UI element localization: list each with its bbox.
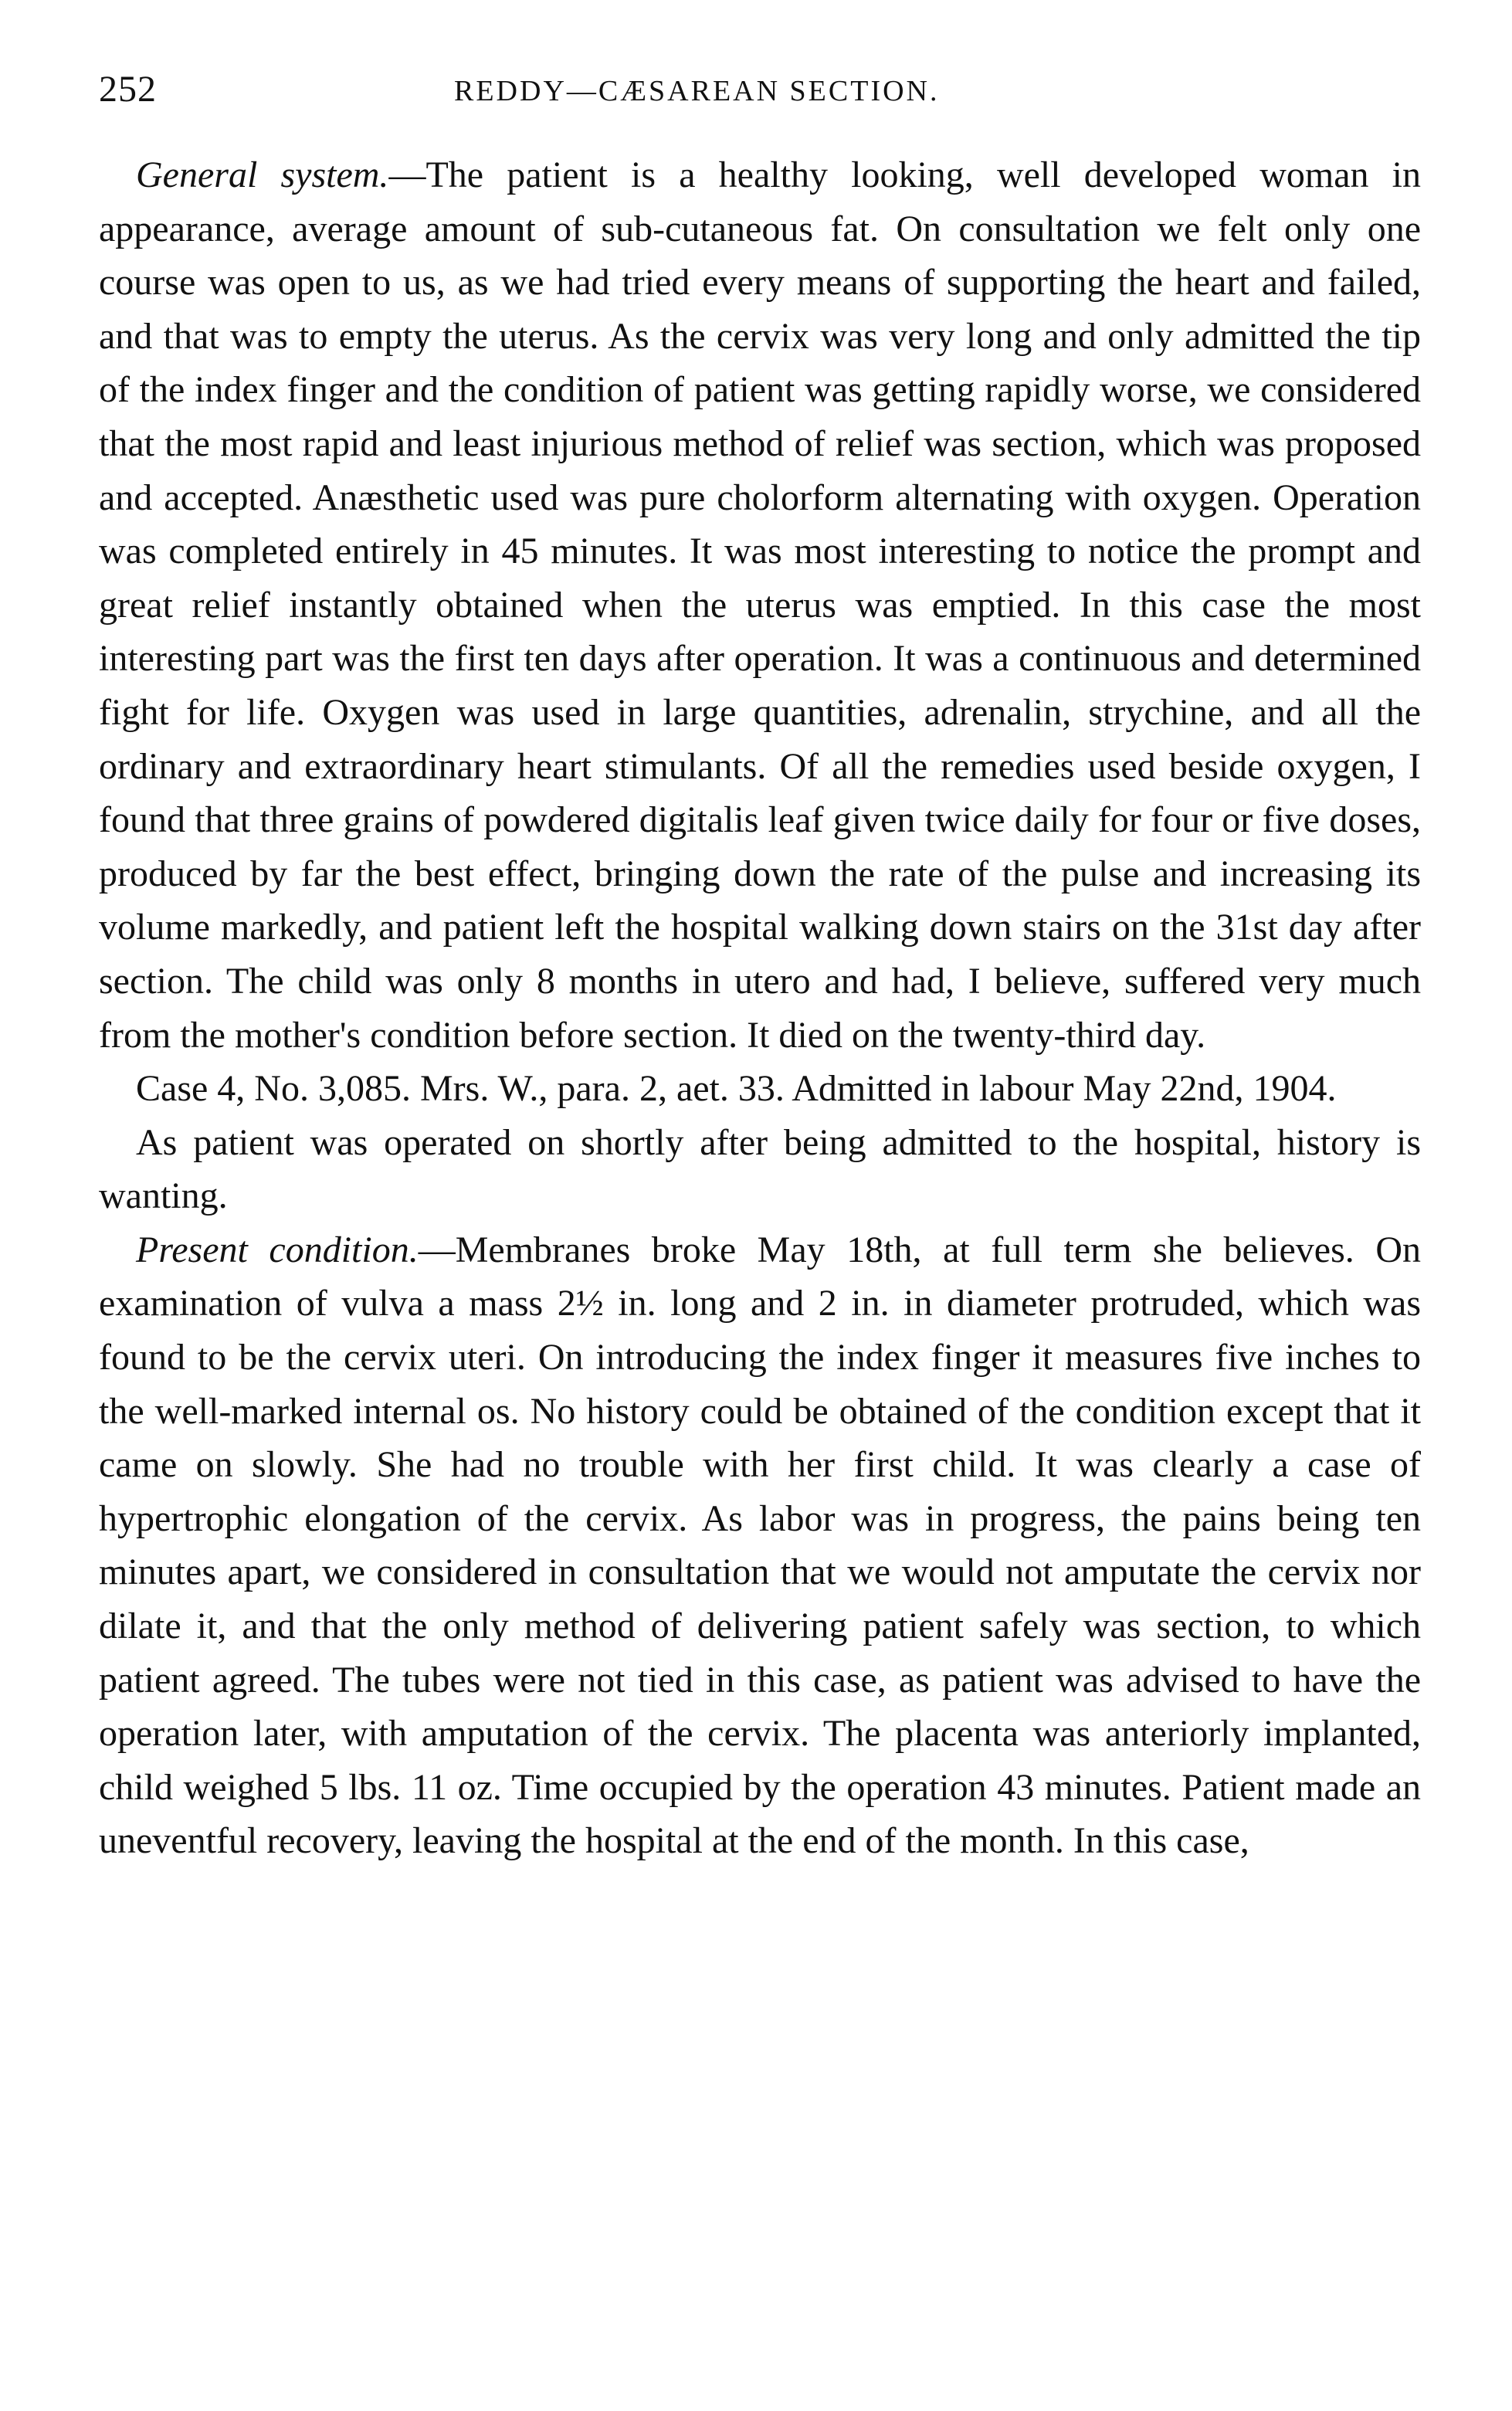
paragraph-present-condition [99,1223,1421,1868]
running-head: REDDY—CÆSAREAN SECTION. [454,75,940,107]
paragraph-text: As patient was operated on shortly after being admitted to the hospital, history is wanting. [99,1121,1421,1217]
paragraph-case-4 [99,1062,1421,1116]
paragraph-text: —The patient is a healthy looking, well developed woman in appearance, average amount of sub-cutaneous fat. On consultation we felt only one course was open to us, as we had tried every means of supporting the heart and failed, and that was to empty the uterus. As the cervix was very long and only admitted the tip of the index finger and the condition of patient was getting rapidly worse, we considered that the most rapid and least injurious method of relief was section, which was proposed and accepted. Anæsthetic used was pure cholorform alternating with oxygen. Operation was completed entirely in 45 minutes. It was most interesting to notice the prompt and great relief instantly obtained when the uterus was emptied. In this case the most interesting part was the first ten days after operation. It was a continuous and determined fight for life. Oxygen was used in large quantities, adrenalin, strychine, and all the ordinary and extraordinary heart stimulants. Of all the remedies used beside oxygen, I found that three grains of powdered digitalis leaf given twice daily for four or five doses, produced by far the best effect, bringing down the rate of the pulse and increasing its volume markedly, and patient left the hospital walking down stairs on the 31st day after section. The child was only 8 months in utero and had, I believe, suffered very much from the mother's condition before section. It died on the twenty-third day. [99,154,1422,1056]
page-number: 252 [99,69,157,110]
paragraph-text: —Membranes broke May 18th, at full term she believes. On examination of vulva a mass 2½ in. long and 2 in. in diameter protruded, which was found to be the cervix uteri. On introducing the index finger it measures five inches to the well-marked internal os. No history could be obtained of the condition except that it came on slowly. She had no trouble with her first child. It was clearly a case of hypertrophic elongation of the cervix. As labor was in progress, the pains being ten minutes apart, we considered in consultation that we would not amputate the cervix nor dilate it, and that the only method of delivering patient safely was section, to which patient agreed. The tubes were not tied in this case, as patient was advised to have the operation later, with amputation of the cervix. The placenta was anteriorly implanted, child weighed 5 lbs. 11 oz. Time occupied by the operation 43 minutes. Patient made an uneventful recovery, leaving the hospital at the end of the month. In this case, [99,1229,1421,1862]
document-page [99,0,1421,2411]
paragraph-lead: General system. [136,154,389,195]
body-text [99,148,1421,1868]
page-header [99,68,1421,122]
paragraph-history [99,1116,1421,1223]
paragraph-general-system [99,148,1421,1062]
paragraph-lead: Present condition. [136,1229,419,1270]
paragraph-text: Case 4, No. 3,085. Mrs. W., para. 2, aet. 33. Admitted in labour May 22nd, 1904. [136,1068,1337,1110]
